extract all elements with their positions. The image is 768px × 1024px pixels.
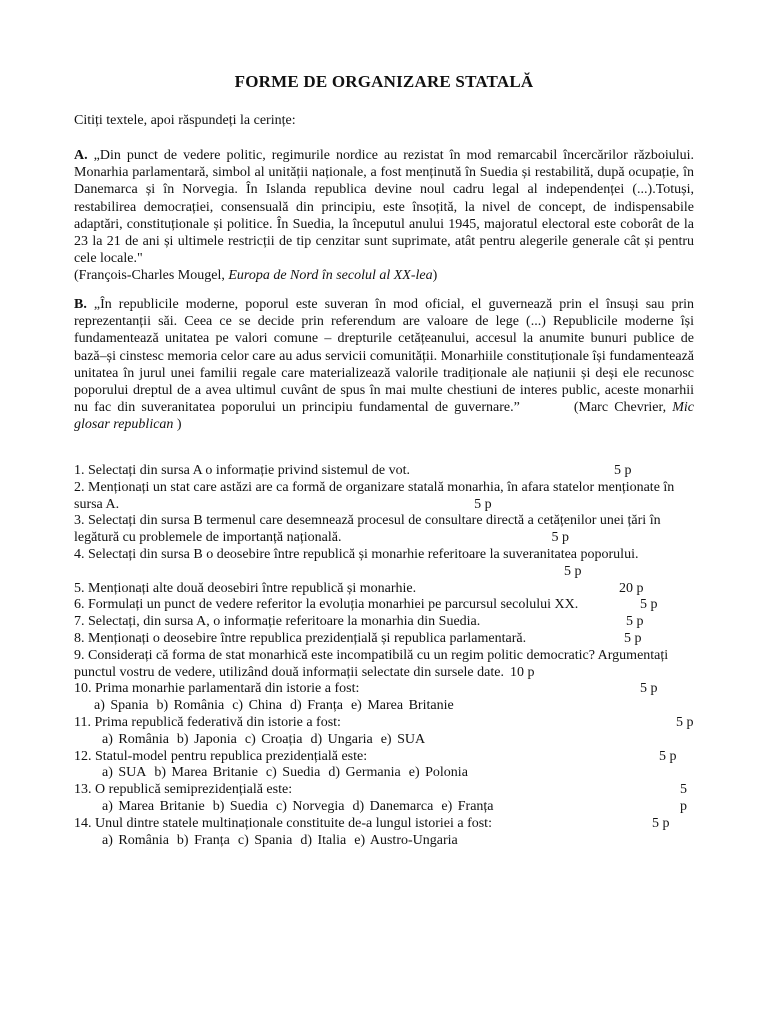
answer-option: e) Polonia [408, 765, 468, 781]
question-text: 1. Selectați din sursa A o informație privind sistemul de vot. [74, 463, 410, 478]
answer-option: b) România [156, 698, 225, 714]
question-item [74, 631, 694, 648]
question-list [74, 463, 694, 849]
answer-option: d) Germania [328, 765, 401, 781]
question-points: 5 p [624, 630, 642, 646]
question-points: 5 p [551, 530, 569, 546]
question-text: 3. Selectați din sursa B termenul care desemnează procesul de consultare directă a cetățenilor unei țări în legătură cu problemele de importanță națională. [74, 513, 661, 546]
question-text: 11. Prima republică federativă din istorie a fost: [74, 714, 341, 730]
answer-option: a) SUA [102, 765, 147, 781]
answer-option: c) Spania [237, 832, 293, 848]
question-item [74, 614, 694, 631]
answer-option: a) Marea Britanie [102, 798, 205, 814]
source-b-author: (Marc Chevrier, [573, 400, 673, 416]
source-a-work: Europa de Nord în secolul al XX-lea [228, 268, 433, 284]
question-item [74, 648, 694, 682]
question-points: 5 p [614, 463, 632, 478]
answer-options [74, 799, 694, 816]
source-b-work: Mic glosar republican [74, 400, 695, 433]
answer-option: d) Danemarca [352, 798, 434, 814]
question-points: 5 p [680, 782, 687, 814]
source-a-citation [74, 267, 694, 284]
question-text: 7. Selectați, din sursa A, o informație referitoare la monarhia din Suedia. [74, 614, 481, 630]
answer-option: a) România [102, 832, 169, 848]
question-text: 10. Prima monarhie parlamentară din istorie a fost: [74, 681, 360, 697]
answer-option: e) Marea Britanie [350, 698, 454, 714]
answer-option: a) Spania [94, 698, 149, 714]
question-item [74, 597, 694, 614]
answer-option: b) Marea Britanie [154, 765, 258, 781]
answer-option: c) Croația [244, 731, 303, 747]
question-points: 10 p [509, 664, 535, 680]
source-b [74, 296, 694, 434]
source-a-author: (François-Charles Mougel, [74, 268, 229, 284]
answer-option: e) Franța [441, 798, 494, 814]
source-b-label: B. [74, 297, 87, 312]
answer-option: e) Austro-Ungaria [354, 832, 458, 848]
instructions: Citiți textele, apoi răspundeți la cerințe: [74, 113, 296, 128]
question-item [74, 513, 694, 547]
question-item [74, 581, 694, 598]
answer-options [74, 765, 694, 782]
answer-option: c) China [232, 698, 283, 714]
answer-options [74, 833, 694, 850]
question-text: 4. Selectați din sursa B o deosebire între republică și monarhie referitoare la suveranitatea poporului. [74, 546, 639, 562]
answer-option: c) Suedia [265, 765, 321, 781]
answer-option: b) Japonia [176, 731, 237, 747]
question-text: 6. Formulați un punct de vedere referitor la evoluția monarhiei pe parcursul secolului XX. [74, 597, 579, 613]
question-item [74, 749, 694, 783]
answer-option: d) Italia [300, 832, 347, 848]
question-text: 2. Menționați un stat care astăzi are ca formă de organizare statală monarhia, în afara statelor menționate în sursa A. [74, 479, 675, 512]
question-points: 20 p [619, 580, 644, 596]
source-a-label: A. [74, 148, 88, 163]
question-points: 5 p [659, 748, 677, 764]
question-item [74, 715, 694, 749]
question-item [74, 547, 694, 581]
source-b-close: ) [173, 417, 182, 433]
question-points: 5 p [564, 563, 582, 579]
source-a-close: ) [432, 268, 438, 284]
answer-options [74, 732, 694, 749]
question-text: 9. Considerați că forma de stat monarhică este incompatibilă cu un regim politic democratic? Argumentați punctul vostru de vedere, utilizând două informații selectate din sursele date. [74, 647, 669, 680]
answer-option: c) Norvegia [276, 798, 345, 814]
question-text: 14. Unul dintre statele multinaționale constituite de-a lungul istoriei a fost: [74, 815, 492, 831]
answer-option: e) SUA [380, 731, 426, 747]
question-item [74, 782, 694, 816]
question-item [74, 463, 694, 480]
source-a-text: „Din punct de vedere politic, regimurile nordice au rezistat în mod remarcabil încercărilor războiului. Monarhia parlamentară, simbol al unității naționale, a fost menținută în Suedia și restabilită, după ocupație, în Danemarca și în Norvegia. În Islanda republica devine noul cadru legal al independenței (...).Totuși, restabilirea democrației, consensuală din principiu, este însoțită, la nivel de concept, de indispensabile adaptări, constituționale și politice. În Suedia, la începutul anului 1945, majoratul electoral este coborât de la 23 la 21 de ani și ultimele restricții de tip cenzitar sunt suprimate, atât pentru alegerile generale cât și pentru cele locale." [74, 148, 694, 267]
answer-option: d) Franța [290, 698, 343, 714]
question-text: 13. O republică semiprezidențială este: [74, 782, 293, 798]
question-text: 8. Menționați o deosebire între republica prezidențială și republica parlamentară. [74, 630, 527, 646]
question-item [74, 480, 694, 514]
question-points: 5 p [652, 815, 670, 831]
answer-option: b) Suedia [212, 798, 268, 814]
question-text: 12. Statul-model pentru republica prezidențială este: [74, 748, 368, 764]
page-title: FORME DE ORGANIZARE STATALĂ [234, 72, 534, 91]
answer-option: b) Franța [176, 832, 230, 848]
question-points: 5 p [640, 597, 658, 613]
answer-option: d) Ungaria [310, 731, 373, 747]
answer-option: a) România [102, 731, 169, 747]
source-a [74, 147, 694, 285]
question-text: 5. Menționați alte două deosebiri între republică și monarhie. [74, 580, 417, 596]
question-points: 5 p [474, 496, 492, 512]
question-points: 5 p [640, 681, 658, 697]
question-points: 5 p [626, 614, 644, 630]
question-item [74, 681, 694, 715]
source-b-text: „În republicile moderne, poporul este suveran în mod oficial, el guvernează prin el însuși sau prin reprezentanții săi. Ceea ce se decide prin referendum are valoare de lege (...) Republicile moderne își fundamentează unitatea pe valori comune – drepturile cetățeanului, accesul la anumite bunuri publice de bază–și cinstesc memoria celor care au adus servicii comunității. Monarhiile constituționale își fundamentează unitatea în jurul unei familii regale care materializează valorile tradiționale ale națiunii și deși ele recunosc poporului dreptul de a avea ultimul cuvânt de spus în mai multe chestiuni de interes public, aceste monarhii nu fac din suveranitatea poporului un principiu fundamental de guvernare.” [74, 297, 694, 416]
answer-options [74, 698, 694, 715]
question-item [74, 816, 694, 850]
question-points: 5 p [676, 714, 694, 730]
